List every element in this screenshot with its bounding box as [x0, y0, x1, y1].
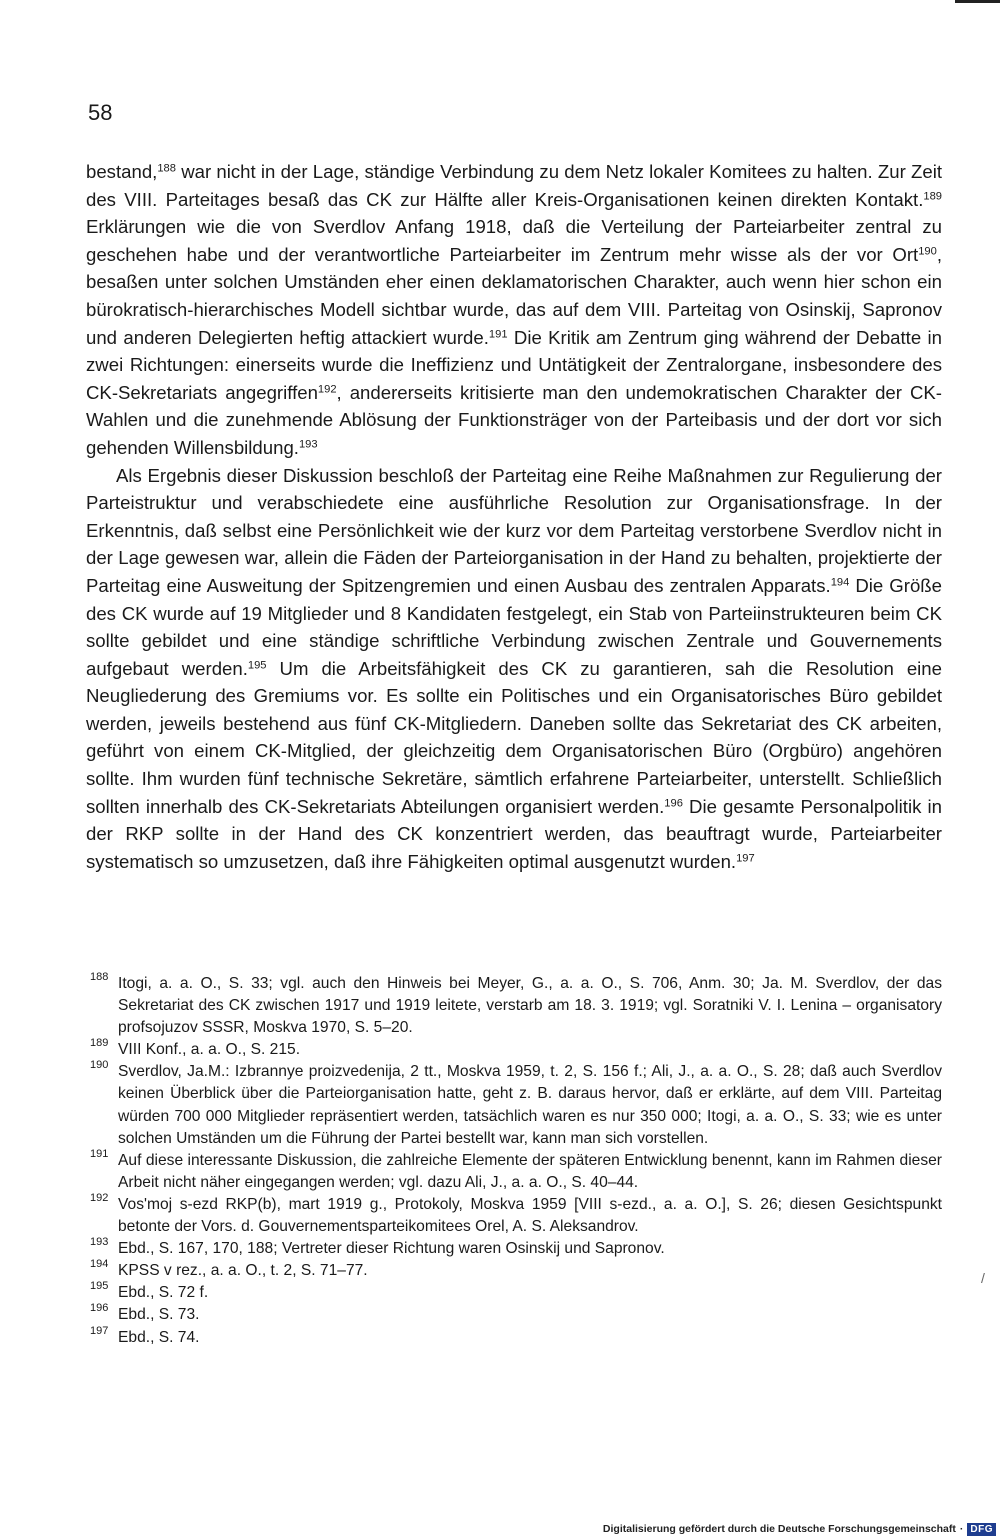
footnote-188 — [90, 973, 942, 1039]
footnote-ref: 188 — [157, 162, 176, 175]
text-run: Die gesamte Personalpolitik in der RKP sollte in der Hand des CK konzentriert werden, das beauftragt wurde, Parteiarbeiter systematisch so umzusetzen, daß ihre Fähigkeiten optimal ausgenutzt wurden. — [86, 795, 942, 872]
footnote-number: 197 — [90, 1324, 109, 1337]
footnote-194 — [90, 1260, 942, 1282]
paragraph-2 — [86, 462, 942, 876]
footnote-text: KPSS v rez., a. a. O., t. 2, S. 71–77. — [118, 1262, 368, 1280]
text-run: war nicht in der Lage, ständige Verbindung zu dem Netz lokaler Komitees zu halten. Zur Zeit des VIII. Parteitages besaß das CK zur Hälfte aller Kreis-Organisationen keinen direkten Kontakt. — [86, 161, 942, 210]
dfg-logo-icon: DFG — [967, 1523, 996, 1536]
footnote-ref: 193 — [298, 438, 318, 451]
margin-mark: / — [981, 1270, 985, 1286]
footnote-191 — [90, 1147, 942, 1194]
footnote-number: 191 — [90, 1147, 109, 1160]
footnote-text: Ebd., S. 167, 170, 188; Vertreter dieser Richtung waren Osinskij und Sapronov. — [118, 1240, 665, 1258]
footnote-ref: 196 — [664, 796, 683, 809]
page-number: 58 — [88, 100, 113, 125]
footnote-number: 189 — [90, 1037, 109, 1050]
footnote-193 — [90, 1238, 942, 1260]
footnote-ref: 197 — [736, 852, 755, 865]
footnote-190 — [90, 1061, 942, 1149]
footnote-192 — [90, 1191, 942, 1238]
footnote-197 — [90, 1324, 942, 1349]
footnotes — [90, 973, 942, 1349]
dot-separator: · — [959, 1523, 964, 1535]
footnote-ref: 191 — [488, 327, 508, 340]
footnote-ref: 189 — [923, 189, 942, 202]
footnote-number: 193 — [90, 1236, 109, 1249]
footnote-189 — [90, 1039, 942, 1061]
digitization-credit — [603, 1519, 996, 1539]
footnote-ref: 192 — [317, 383, 337, 396]
footnote-number: 195 — [90, 1280, 109, 1293]
footnote-number: 192 — [90, 1191, 109, 1204]
digitization-label: Digitalisierung gefördert durch die Deutsche Forschungsgemeinschaft — [602, 1523, 956, 1535]
footnote-number: 188 — [90, 971, 109, 983]
footnote-text: Ebd., S. 74. — [118, 1328, 200, 1346]
text-run: Die Größe des CK wurde auf 19 Mitglieder und 8 Kandidaten festgelegt, ein Stab von Parteiinstrukteuren beim CK sollte gebildet und eine ständige schriftliche Verbindung zwischen Zentrale und Gouvernements aufgebaut werden. — [86, 574, 942, 679]
text-run: Die Kritik am Zentrum ging während der Debatte in zwei Richtungen: einerseits wurde die Ineffizienz und Untätigkeit der Zentralorgane, insbesondere des CK-Sekretariats angegriffen — [86, 326, 943, 403]
footnote-ref: 195 — [247, 659, 267, 671]
footnote-number: 194 — [90, 1258, 109, 1271]
footnote-number: 196 — [90, 1302, 109, 1315]
footnote-196 — [90, 1304, 942, 1326]
footnote-text: Ebd., S. 73. — [118, 1306, 200, 1324]
footnote-text: VIII Konf., a. a. O., S. 215. — [118, 1041, 301, 1059]
paragraph-1 — [86, 158, 942, 462]
footnote-text: Itogi, a. a. O., S. 33; vgl. auch den Hinweis bei Meyer, G., a. a. O., S. 706, Anm. 30; Ja. M. Sverdlov, der das Sekretariat des CK zwischen 1917 und 1919 leitete, verstarb am 18. 3. 1919; vgl. Soratniki V. I. Lenina – organisatory profsojuzov SSSR, Moskva 1970, S. 5–20. — [118, 975, 942, 1037]
top-edge-rule — [955, 0, 1000, 3]
footnote-195 — [90, 1282, 942, 1304]
main-text — [86, 158, 942, 875]
text-run: bestand, — [86, 161, 158, 182]
footnote-text: Auf diese interessante Diskussion, die zahlreiche Elemente der späteren Entwicklung benennt, kann im Rahmen dieser Arbeit nicht näher eingegangen werden; vgl. dazu Ali, J., a. a. O., S. 40–44. — [118, 1151, 942, 1191]
text-run: , besaßen unter solchen Umständen eher einen deklamatorischen Charakter, auch wenn hier schon ein bürokratisch-hierarchisches Modell sichtbar wurde, das auf dem VIII. Parteitag von Osinskij, Sapronov und anderen Delegierten heftig attackiert wurde. — [86, 243, 942, 348]
text-run: Als Ergebnis dieser Diskussion beschloß der Parteitag eine Reihe Maßnahmen zur Regulierung der Parteistruktur und verabschiedete eine ausführliche Resolution zur Organisationsfrage. In der Erkenntnis, daß selbst eine Persönlichkeit wie der kurz vor dem Parteitag verstorbene Sverdlov nicht in der Lage gewesen war, allein die Fäden der Parteiorganisation in der Hand zu behalten, projektierte der Parteitag eine Ausweitung der Spitzengremien und einen Ausbau des zentralen Apparats. — [86, 464, 942, 596]
footnote-text: Vos'moj s-ezd RKP(b), mart 1919 g., Protokoly, Moskva 1959 [VIII s-ezd., a. a. O.], S. 26; diesen Gesichtspunkt betonte der Vors. d. Gouvernementsparteikomitees Orel, A. S. Aleksandrov. — [118, 1195, 942, 1236]
footnote-text: Sverdlov, Ja.M.: Izbrannye proizvedenija, 2 tt., Moskva 1959, t. 2, S. 156 f.; Ali, J., a. a. O., S. 28; daß auch Sverdlov keinen Überblick über die Parteiorganisation hatte, geht z. B. daraus hervor, daß er erklärte, auf dem VIII. Parteitag würden 700 000 Mitglieder repräsentiert werden, tatsächlich waren es nur 350 000; Itogi, a. a. O., S. 33; wie es unter solchen Umständen um die Führung der Partei bestellt war, kann man sich vorstellen. — [118, 1063, 942, 1147]
footnote-ref: 190 — [918, 245, 937, 258]
footnote-number: 190 — [90, 1059, 109, 1072]
footnote-text: Ebd., S. 72 f. — [118, 1284, 209, 1302]
footnote-ref: 194 — [830, 576, 850, 589]
text-run: Um die Arbeitsfähigkeit des CK zu garantieren, sah die Resolution eine Neugliederung des Gremiums vor. Es sollte ein Politisches und ein Organisatorisches Büro gebildet werden, jeweils bestehend aus fünf CK-Mitgliedern. Daneben sollte das Sekretariat des CK arbeiten, geführt von einem CK-Mitglied, der gleichzeitig dem Organisatorischen Büro (Orgbüro) angehören sollte. Ihm wurden fünf technische Sekretäre, sämtlich erfahrene Parteiarbeiter, unterstellt. Schließlich sollten innerhalb des CK-Sekretariats Abteilungen organisiert werden. — [86, 657, 942, 817]
text-run: Erklärungen wie die von Sverdlov Anfang 1918, daß die Verteilung der Parteiarbeiter zentral zu geschehen habe und der verantwortliche Parteiarbeiter im Zentrum mehr wisse als der vor Ort — [86, 216, 942, 265]
text-run: , andererseits kritisierte man den undemokratischen Charakter der CK-Wahlen und die zunehmende Ablösung der Funktionsträger von der Parteibasis und der dort vor sich gehenden Willensbildung. — [86, 381, 942, 458]
